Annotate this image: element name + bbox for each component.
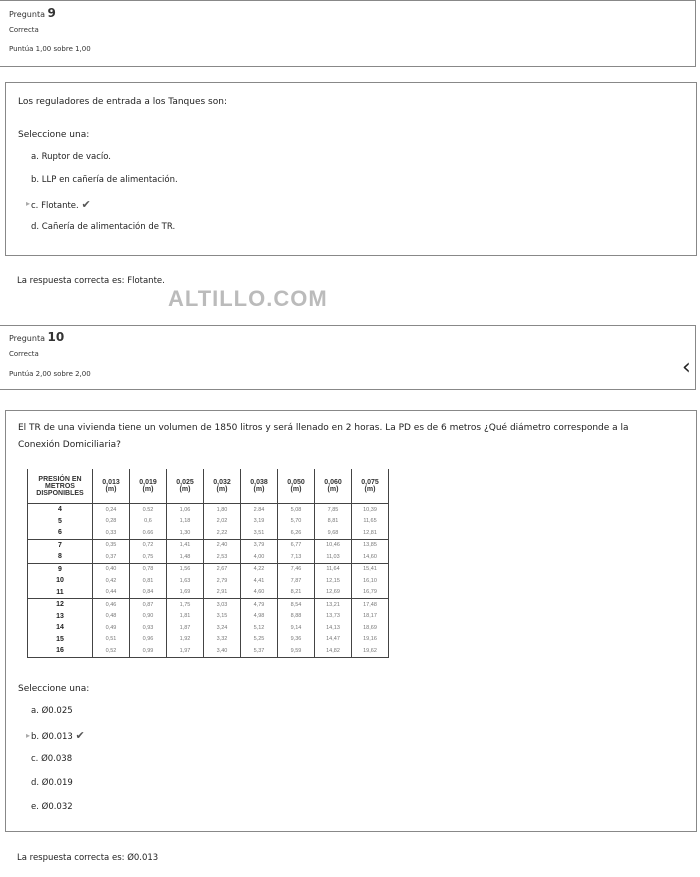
table-cell: 0,33 [93, 527, 130, 539]
option-a[interactable]: a. Ruptor de vacío. [31, 152, 112, 162]
table-cell: 4,98 [241, 611, 278, 623]
table-cell: 19,16 [352, 634, 389, 646]
table-cell: 0.52 [130, 504, 167, 516]
table-header: 0,060 (m) [315, 469, 352, 504]
table-header: 0,025 (m) [167, 469, 204, 504]
question-9-box [5, 82, 697, 256]
table-cell: 0,75 [130, 551, 167, 563]
table-cell: 19,62 [352, 645, 389, 657]
table-cell: 2.84 [241, 504, 278, 516]
table-cell: 11,65 [352, 516, 389, 528]
select-prompt: Seleccione una: [18, 684, 90, 694]
question-score: Puntúa 2,00 sobre 2,00 [9, 370, 91, 378]
table-cell: 3,40 [204, 645, 241, 657]
table-header: 0,019 (m) [130, 469, 167, 504]
table-cell: 0,87 [130, 599, 167, 611]
table-cell: 8,21 [278, 587, 315, 599]
table-header: PRESIÓN EN METROS DISPONIBLES [28, 469, 93, 504]
watermark: ALTILLO.COM [168, 286, 328, 311]
table-cell: 1,63 [167, 575, 204, 587]
table-cell: 13,21 [315, 599, 352, 611]
table-cell: 4,41 [241, 575, 278, 587]
table-cell: 12,15 [315, 575, 352, 587]
table-cell: 1,41 [167, 539, 204, 551]
correct-answer: La respuesta correcta es: Ø0.013 [17, 853, 159, 863]
question-status: Correcta [9, 350, 39, 358]
table-cell: 5,70 [278, 516, 315, 528]
table-row [28, 563, 389, 575]
table-cell: 17,48 [352, 599, 389, 611]
table-cell: 1,56 [167, 563, 204, 575]
table-cell: 1,75 [167, 599, 204, 611]
table-cell: 7,87 [278, 575, 315, 587]
select-prompt: Seleccione una: [18, 130, 90, 140]
table-cell: 7 [28, 539, 93, 551]
option-b[interactable] [31, 729, 85, 742]
table-cell: 2,40 [204, 539, 241, 551]
option-d[interactable]: d. Cañería de alimentación de TR. [31, 222, 176, 232]
question-label: Pregunta [9, 10, 45, 19]
table-cell: 0,90 [130, 611, 167, 623]
table-cell: 1,48 [167, 551, 204, 563]
table-header: 0,032 (m) [204, 469, 241, 504]
correct-answer: La respuesta correcta es: Flotante. [17, 276, 165, 286]
table-cell: 2,67 [204, 563, 241, 575]
table-cell: 1,97 [167, 645, 204, 657]
table-header: 0,038 (m) [241, 469, 278, 504]
table-cell: 3,32 [204, 634, 241, 646]
table-cell: 0,48 [93, 611, 130, 623]
table-cell: 0,84 [130, 587, 167, 599]
table-cell: 0,46 [93, 599, 130, 611]
table-cell: 13,73 [315, 611, 352, 623]
table-cell: 7,13 [278, 551, 315, 563]
table-cell: 3,51 [241, 527, 278, 539]
table-cell: 0,93 [130, 622, 167, 634]
table-cell: 2,02 [204, 516, 241, 528]
question-number: 10 [47, 330, 65, 344]
table-cell: 3,03 [204, 599, 241, 611]
table-cell: 3,79 [241, 539, 278, 551]
table-cell: 3,19 [241, 516, 278, 528]
table-cell: 9,68 [315, 527, 352, 539]
table-cell: 3,15 [204, 611, 241, 623]
table-cell: 1,80 [204, 504, 241, 516]
table-cell: 1,18 [167, 516, 204, 528]
table-cell: 5,37 [241, 645, 278, 657]
table-cell: 14,47 [315, 634, 352, 646]
table-cell: 1,69 [167, 587, 204, 599]
table-cell: 0,44 [93, 587, 130, 599]
table-cell: 10,39 [352, 504, 389, 516]
table-cell: 0,81 [130, 575, 167, 587]
table-cell: 9,14 [278, 622, 315, 634]
table-header: 0,013 (m) [93, 469, 130, 504]
table-cell: 11,64 [315, 563, 352, 575]
check-icon: ✔ [75, 729, 85, 742]
option-b[interactable]: b. LLP en cañería de alimentación. [31, 175, 178, 185]
table-cell: 4,60 [241, 587, 278, 599]
pressure-diameter-table [27, 469, 389, 658]
table-cell: 0,37 [93, 551, 130, 563]
table-cell: 16 [28, 645, 93, 657]
table-row [28, 504, 389, 516]
table-cell: 0,96 [130, 634, 167, 646]
table-cell: 14 [28, 622, 93, 634]
table-cell: 9,59 [278, 645, 315, 657]
table-cell: 4,79 [241, 599, 278, 611]
option-a[interactable]: a. Ø0.025 [31, 706, 73, 716]
table-cell: 8,54 [278, 599, 315, 611]
table-cell: 2,79 [204, 575, 241, 587]
table-cell: 15 [28, 634, 93, 646]
question-number: 9 [47, 6, 56, 20]
table-cell: 10 [28, 575, 93, 587]
table-cell: 1,06 [167, 504, 204, 516]
question-label: Pregunta [9, 334, 45, 343]
selected-marker-icon: ▸ [26, 731, 31, 740]
option-label: b. Ø0.013 [31, 732, 73, 742]
table-cell: 2,22 [204, 527, 241, 539]
table-cell: 13 [28, 611, 93, 623]
table-cell: 5,12 [241, 622, 278, 634]
table-cell: 12,81 [352, 527, 389, 539]
question-score: Puntúa 1,00 sobre 1,00 [9, 45, 91, 53]
table-cell: 0,72 [130, 539, 167, 551]
table-cell: 8,81 [315, 516, 352, 528]
table-cell: 4 [28, 504, 93, 516]
table-cell: 16,79 [352, 587, 389, 599]
table-cell: 0,49 [93, 622, 130, 634]
table-cell: 0,24 [93, 504, 130, 516]
table-cell: 8 [28, 551, 93, 563]
question-text: El TR de una vivienda tiene un volumen de 1850 litros y será llenado en 2 horas. La PD es de 6 metros ¿Qué diámetro corresponde a la Conexión Domiciliaria? [18, 423, 629, 450]
table-cell: 0,42 [93, 575, 130, 587]
table-cell: 0,35 [93, 539, 130, 551]
table-header: 0,075 (m) [352, 469, 389, 504]
table-cell: 2,91 [204, 587, 241, 599]
question-status: Correcta [9, 26, 39, 34]
table-cell: 6,77 [278, 539, 315, 551]
option-c[interactable]: c. Ø0.038 [31, 754, 73, 764]
table-cell: 11,03 [315, 551, 352, 563]
table-cell: 1,92 [167, 634, 204, 646]
table-cell: 4,22 [241, 563, 278, 575]
selected-marker-icon: ▸ [26, 199, 31, 208]
option-e[interactable]: e. Ø0.032 [31, 802, 73, 812]
table-cell: 15,41 [352, 563, 389, 575]
table-cell: 9 [28, 563, 93, 575]
table-cell: 5,25 [241, 634, 278, 646]
table-cell: 6 [28, 527, 93, 539]
table-cell: 18,69 [352, 622, 389, 634]
table-cell: 12 [28, 599, 93, 611]
table-cell: 10,46 [315, 539, 352, 551]
table-cell: 11 [28, 587, 93, 599]
table-cell: 16,10 [352, 575, 389, 587]
table-cell: 0,6 [130, 516, 167, 528]
table-cell: 2,53 [204, 551, 241, 563]
table-row [28, 527, 389, 539]
table-cell: 13,85 [352, 539, 389, 551]
table-cell: 12,69 [315, 587, 352, 599]
table-row [28, 634, 389, 646]
table-cell: 0,78 [130, 563, 167, 575]
table-cell: 9,36 [278, 634, 315, 646]
option-d[interactable]: d. Ø0.019 [31, 778, 73, 788]
table-cell: 7,85 [315, 504, 352, 516]
table-cell: 14,60 [352, 551, 389, 563]
table-cell: 6,26 [278, 527, 315, 539]
table-cell: 4,00 [241, 551, 278, 563]
table-header: 0,050 (m) [278, 469, 315, 504]
table-row [28, 587, 389, 599]
chevron-left-icon[interactable]: ‹ [682, 355, 691, 380]
table-cell: 0,51 [93, 634, 130, 646]
table-row [28, 575, 389, 587]
table-cell: 5 [28, 516, 93, 528]
question-10-info [0, 325, 696, 390]
table-cell: 0,40 [93, 563, 130, 575]
question-9-info [0, 0, 696, 67]
option-label: c. Flotante. [31, 201, 79, 211]
table-row [28, 539, 389, 551]
table-cell: 7,46 [278, 563, 315, 575]
table-cell: 0.66 [130, 527, 167, 539]
table-cell: 8,88 [278, 611, 315, 623]
table-cell: 0,99 [130, 645, 167, 657]
table-cell: 18,17 [352, 611, 389, 623]
question-text: Los reguladores de entrada a los Tanques son: [18, 97, 227, 107]
option-c[interactable] [31, 198, 91, 211]
table-row [28, 551, 389, 563]
table-cell: 1,30 [167, 527, 204, 539]
table-row [28, 622, 389, 634]
table-cell: 0,28 [93, 516, 130, 528]
table-row [28, 645, 389, 657]
table-cell: 14,13 [315, 622, 352, 634]
table-row [28, 599, 389, 611]
table-cell: 5,08 [278, 504, 315, 516]
table-cell: 3,24 [204, 622, 241, 634]
table-cell: 1,87 [167, 622, 204, 634]
table-cell: 14,82 [315, 645, 352, 657]
table-row [28, 611, 389, 623]
check-icon: ✔ [81, 198, 91, 211]
table-cell: 1,81 [167, 611, 204, 623]
table-cell: 0,52 [93, 645, 130, 657]
table-row [28, 516, 389, 528]
